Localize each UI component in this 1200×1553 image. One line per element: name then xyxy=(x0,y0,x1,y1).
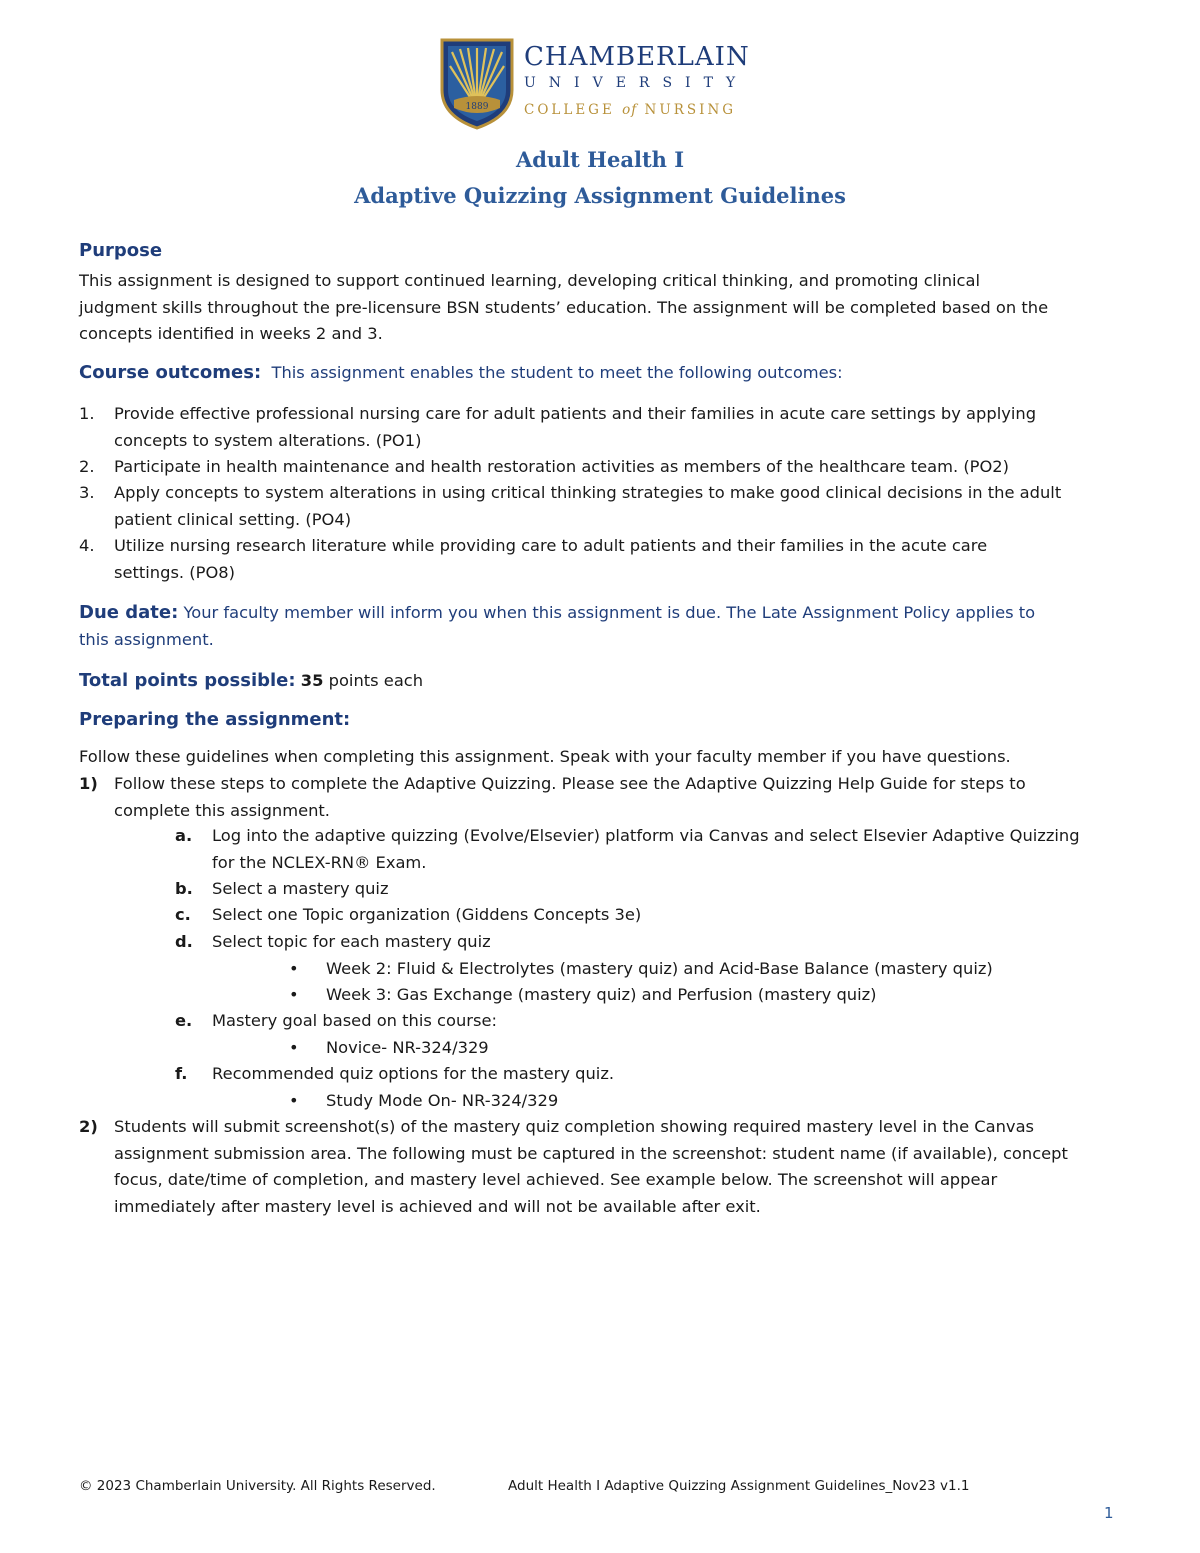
shield-crest-icon xyxy=(440,38,514,130)
bullet-icon: • xyxy=(289,1091,299,1110)
logo-wordmark: CHAMBERLAIN xyxy=(524,42,750,72)
document-page: 1889 CHAMBERLAIN UNIVERSITY COLLEGE of NURSING Adult Health I Adaptive Quizzing Assignment Guidelines Purpose This assignment is designed to support continued learning, developing critical thinking, and promoting clinical judgment skills throughout the pre-licensure BSN students’ education. The assignment will be completed based on the concepts identified in weeks 2 and 3. Course outcomes: This assignment enables the student to meet the following outcomes: 1. Provide effective professional nursing care for adult patients and their families in acute care settings by applying concepts to system alterations. (PO1) 2. Participate in health maintenance and health restoration activities as members of the healthcare team. (PO2) 3. Apply concepts to system alterations in using critical thinking strategies to make good clinical decisions in the adult patient clinical setting. (PO4) 4. Utilize nursing research literature while providing care to adult patients and their families in the acute care settings. (PO8) Due date: Your faculty member will inform you when this assignment is due. The Late Assignment Policy applies to this assignment. Total points possible: 35 points each Preparing the assignment: Follow these guidelines when completing this assignment. Speak with your faculty member if you have questions. 1) Follow these steps to complete the Adaptive Quizzing. Please see the Adaptive Quizzing Help Guide for steps to complete this assignment. a. Log into the adaptive quizzing (Evolve/Elsevier) platform via Canvas and select Elsevier Adaptive Quizzing for the NCLEX-RN® Exam. b. Select a mastery quiz c. Select one Topic organization (Giddens Concepts 3e) d. Select topic for each mastery quiz • Week 2: Fluid & Electrolytes (mastery quiz) and Acid-Base Balance (mastery quiz) • Week 3: Gas Exchange (mastery quiz) and Perfusion (mastery quiz) e. Mastery goal based on this course: • Novice- NR-324/329 f. Recommended quiz options for the mastery quiz. • Study Mode On- NR-324/329 2) Students will submit screenshot(s) of the mastery quiz completion showing required mastery level in the Canvas assignment submission area. The following must be captured in the screenshot: student name (if available), concept focus, date/time of completion, and mastery level achieved. See example below. The screenshot will appear immediately after mastery level is achieved and will not be available after exit. © 2023 Chamberlain University. All Rights Reserved. Adult Health I Adaptive Quizzing Assignment Guidelines_Nov23 v1.1 1 xyxy=(0,0,1200,1553)
logo-university: UNIVERSITY xyxy=(524,75,749,91)
preparing-intro: Follow these guidelines when completing this assignment. Speak with your faculty member if you have questions. xyxy=(79,747,1011,766)
page-number: 1 xyxy=(1104,1504,1114,1522)
purpose-heading: Purpose xyxy=(79,240,163,261)
total-points: Total points possible: 35 points each xyxy=(79,670,424,691)
outcomes-heading: Course outcomes: This assignment enables the student to meet the following outcomes: xyxy=(79,362,843,383)
bullet-icon: • xyxy=(289,985,299,1004)
document-subtitle: Adaptive Quizzing Assignment Guidelines xyxy=(354,183,846,208)
bullet-icon: • xyxy=(289,959,299,978)
svg-text:1889: 1889 xyxy=(465,102,489,112)
preparing-heading: Preparing the assignment: xyxy=(79,709,351,730)
bullet-icon: • xyxy=(289,1038,299,1057)
due-date: Due date: Your faculty member will inform you when this assignment is due. The Late Assignment Policy applies to this assignment. xyxy=(79,602,1036,649)
document-title: Adult Health I xyxy=(515,147,685,172)
footer-document-name: Adult Health I Adaptive Quizzing Assignment Guidelines_Nov23 v1.1 xyxy=(508,1478,970,1494)
logo-college: COLLEGE of NURSING xyxy=(524,102,737,118)
purpose-text: This assignment is designed to support continued learning, developing critical thinking, and promoting clinical judgment skills throughout the pre-licensure BSN students’ education. The assignment will be completed based on the concepts identified in weeks 2 and 3. xyxy=(79,271,1049,343)
footer-copyright: © 2023 Chamberlain University. All Rights Reserved. xyxy=(79,1478,436,1494)
chamberlain-logo xyxy=(440,38,770,132)
